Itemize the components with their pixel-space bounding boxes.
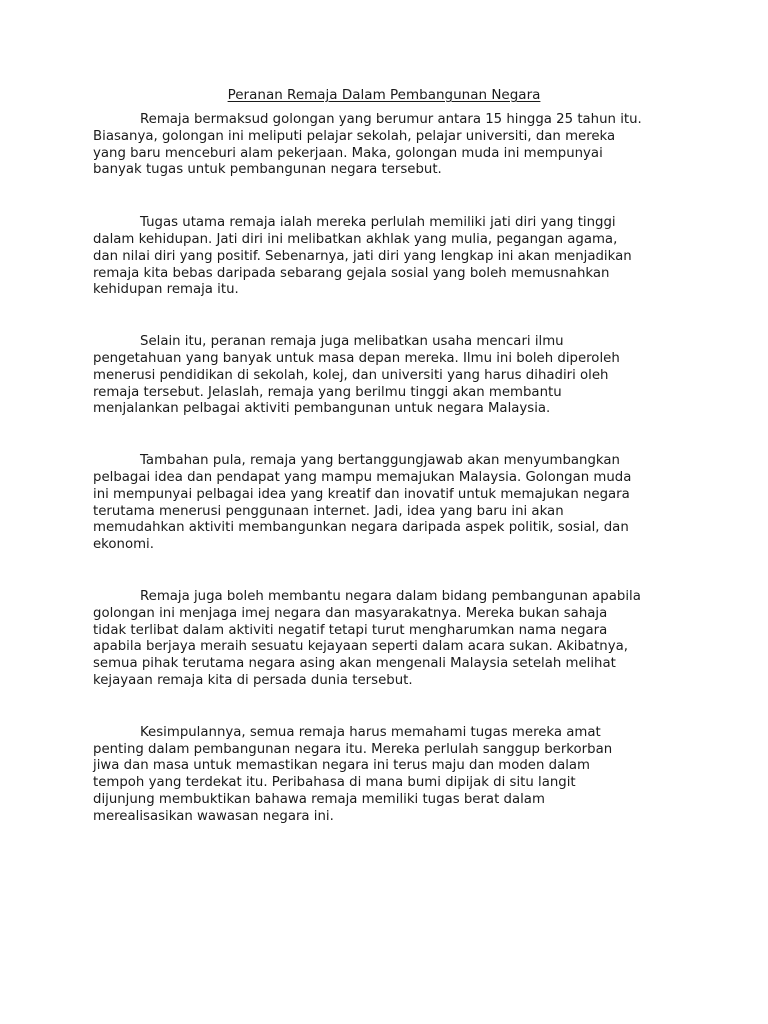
text-line: remaja kita bebas daripada sebarang gejala sosial yang boleh memusnahkan xyxy=(93,265,610,281)
text-line: Remaja bermaksud golongan yang berumur antara 15 hingga 25 tahun itu. xyxy=(140,112,642,127)
text-line: Tugas utama remaja ialah mereka perlulah memiliki jati diri yang tinggi xyxy=(140,215,616,231)
text-line: menjalankan pelbagai aktiviti pembangunan untuk negara Malaysia. xyxy=(93,401,551,417)
text-line: pengetahuan yang banyak untuk masa depan mereka. Ilmu ini boleh diperoleh xyxy=(93,350,620,366)
text-line: dalam kehidupan. Jati diri ini melibatkan akhlak yang mulia, pegangan agama, xyxy=(93,231,618,247)
paragraph-2 xyxy=(93,215,683,299)
text-line: banyak tugas untuk pembangunan negara tersebut. xyxy=(93,162,442,178)
text-line: golongan ini menjaga imej negara dan masyarakatnya. Mereka bukan sahaja xyxy=(93,605,608,621)
text-line: kehidupan remaja itu. xyxy=(93,282,239,298)
paragraph-4 xyxy=(93,453,683,554)
text-line: menerusi pendidikan di sekolah, kolej, dan universiti yang harus dihadiri oleh xyxy=(93,367,609,383)
text-line: tidak terlibat dalam aktiviti negatif tetapi turut mengharumkan nama negara xyxy=(93,622,608,638)
text-line: Kesimpulannya, semua remaja harus memahami tugas mereka amat xyxy=(140,724,601,740)
text-line: semua pihak terutama negara asing akan mengenali Malaysia setelah melihat xyxy=(93,656,616,672)
text-line: penting dalam pembangunan negara itu. Mereka perlulah sanggup berkorban xyxy=(93,741,613,757)
text-line: dijunjung membuktikan bahawa remaja memiliki tugas berat dalam xyxy=(93,791,545,807)
text-line: memudahkan aktiviti membangunkan negara daripada aspek politik, sosial, dan xyxy=(93,520,629,536)
paragraph-5 xyxy=(93,589,683,690)
text-line: Biasanya, golongan ini meliputi pelajar sekolah, pelajar universiti, dan mereka xyxy=(93,128,616,144)
document-body xyxy=(93,112,683,861)
text-line: jiwa dan masa untuk memastikan negara ini terus maju dan moden dalam xyxy=(93,758,591,774)
text-line: dan nilai diri yang positif. Sebenarnya, jati diri yang lengkap ini akan menjadikan xyxy=(93,248,632,264)
text-line: ini mempunyai pelbagai idea yang kreatif dan inovatif untuk memajukan negara xyxy=(93,486,630,502)
text-line: yang baru menceburi alam pekerjaan. Maka, golongan muda ini mempunyai xyxy=(93,145,603,161)
text-line: Selain itu, peranan remaja juga melibatkan usaha mencari ilmu xyxy=(140,334,564,350)
text-line: merealisasikan wawasan negara ini. xyxy=(93,808,334,824)
text-line: kejayaan remaja kita di persada dunia tersebut. xyxy=(93,672,413,688)
text-line: remaja tersebut. Jelaslah, remaja yang berilmu tinggi akan membantu xyxy=(93,384,562,400)
text-line: terutama menerusi penggunaan internet. Jadi, idea yang baru ini akan xyxy=(93,503,564,519)
text-line: ekonomi. xyxy=(93,537,154,553)
paragraph-1 xyxy=(93,112,683,179)
text-line: Remaja juga boleh membantu negara dalam bidang pembangunan apabila xyxy=(140,588,641,604)
text-line: apabila berjaya meraih sesuatu kejayaan seperti dalam acara sukan. Akibatnya, xyxy=(93,639,628,655)
text-line: pelbagai idea dan pendapat yang mampu memajukan Malaysia. Golongan muda xyxy=(93,469,632,485)
text-line: Tambahan pula, remaja yang bertanggungjawab akan menyumbangkan xyxy=(140,453,620,469)
paragraph-6 xyxy=(93,725,683,826)
text-line: tempoh yang terdekat itu. Peribahasa di mana bumi dipijak di situ langit xyxy=(93,775,576,791)
paragraph-3 xyxy=(93,334,683,418)
document-title: Peranan Remaja Dalam Pembangunan Negara xyxy=(227,87,541,103)
